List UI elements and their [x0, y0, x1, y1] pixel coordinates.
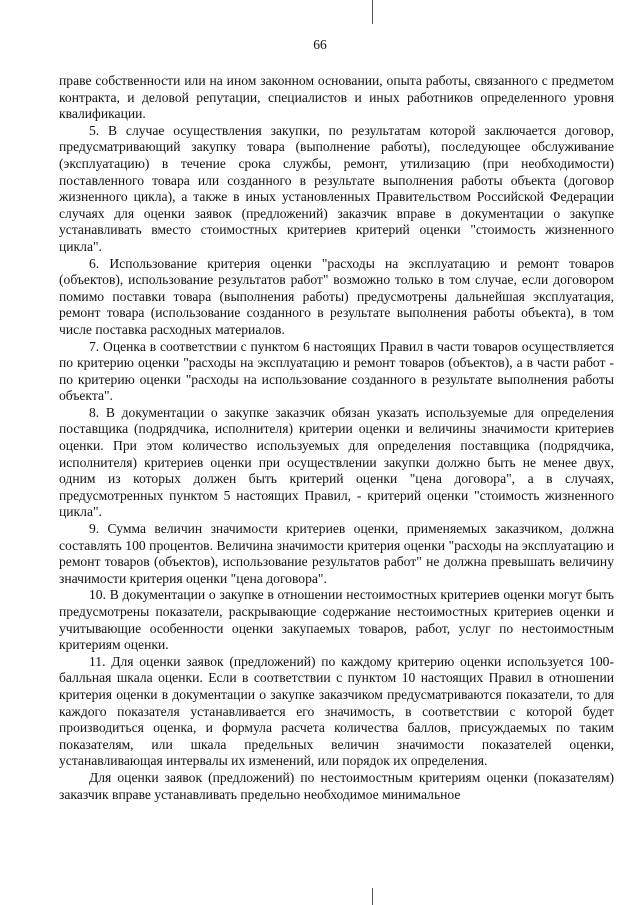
- paragraph-9: 9. Сумма величин значимости критериев оценки, применяемых заказчиком, должна составлять 100 процентов. Величина значимости критерия оценки "расходы на эксплуатацию и ремонт товаров (объектов), использование результатов работ" не должна превышать величину значимости критерия оценки "цена договора".: [59, 521, 614, 586]
- paragraph-continuation: праве собственности или на ином законном основании, опыта работы, связанного с предметом контракта, и деловой репутации, специалистов и иных работников определенного уровня квалификации.: [59, 73, 614, 122]
- paragraph-11-continued: Для оценки заявок (предложений) по нестоимостным критериям оценки (показателям) заказчик вправе устанавливать предельно необходимое минимальное: [59, 769, 614, 802]
- paragraph-5: 5. В случае осуществления закупки, по результатам которой заключается договор, предусматривающий закупку товара (выполнение работы), последующее обслуживание (эксплуатацию) в течение срока службы, ремонт, утилизацию (при необходимости) поставленного товара или созданного в результате выполнения работы объекта (договор жизненного цикла), а также в иных установленных Правительством Российской Федерации случаях для оценки заявок (предложений) заказчик вправе в документации о закупке устанавливать вместо стоимостных критериев критерий оценки "стоимость жизненного цикла".: [59, 122, 614, 254]
- document-body: [59, 73, 614, 803]
- paragraph-10: 10. В документации о закупке в отношении нестоимостных критериев оценки могут быть предусмотрены показатели, раскрывающие содержание нестоимостных критериев оценки и учитывающие особенности оценки закупаемых товаров, работ, услуг по нестоимостным критериям оценки.: [59, 587, 614, 653]
- paragraph-6: 6. Использование критерия оценки "расходы на эксплуатацию и ремонт товаров (объектов), использование результатов работ" возможно только в том случае, если договором помимо поставки товара (выполнения работы) предусмотрены дальнейшая эксплуатация, ремонт товара (использование созданного в результате выполнения работы объекта), в том числе поставка расходных материалов.: [59, 255, 614, 337]
- scan-edge-mark-bottom: [372, 888, 373, 905]
- paragraph-8: 8. В документации о закупке заказчик обязан указать используемые для определения поставщика (подрядчика, исполнителя) критерии оценки и величины значимости критериев оценки. При этом количество используемых для определения поставщика (подрядчика, исполнителя) критериев оценки при осуществлении закупки должно быть не менее двух, одним из которых должен быть критерий оценки "цена договора", а в случаях, предусмотренных пунктом 5 настоящих Правил, - критерий оценки "стоимость жизненного цикла".: [59, 404, 614, 520]
- scan-edge-mark-top: [372, 0, 373, 24]
- page-number: 66: [313, 37, 327, 52]
- paragraph-11: 11. Для оценки заявок (предложений) по каждому критерию оценки используется 100-балльная шкала оценки. Если в соответствии с пунктом 10 настоящих Правил в отношении критерия оценки в документации о закупке заказчиком предусматриваются показатели, то для каждого показателя устанавливается его значимость, в соответствии с которой будет производиться оценка, и формула расчета количества баллов, присуждаемых по таким показателям, или шкала предельных величин значимости показателей оценки, устанавливающая интервалы их изменений, или порядок их определения.: [59, 653, 614, 769]
- paragraph-7: 7. Оценка в соответствии с пунктом 6 настоящих Правил в части товаров осуществляется по критерию оценки "расходы на эксплуатацию и ремонт товаров (объектов), а в части работ - по критерию оценки "расходы на использование созданного в результате выполнения работы объекта".: [59, 338, 614, 404]
